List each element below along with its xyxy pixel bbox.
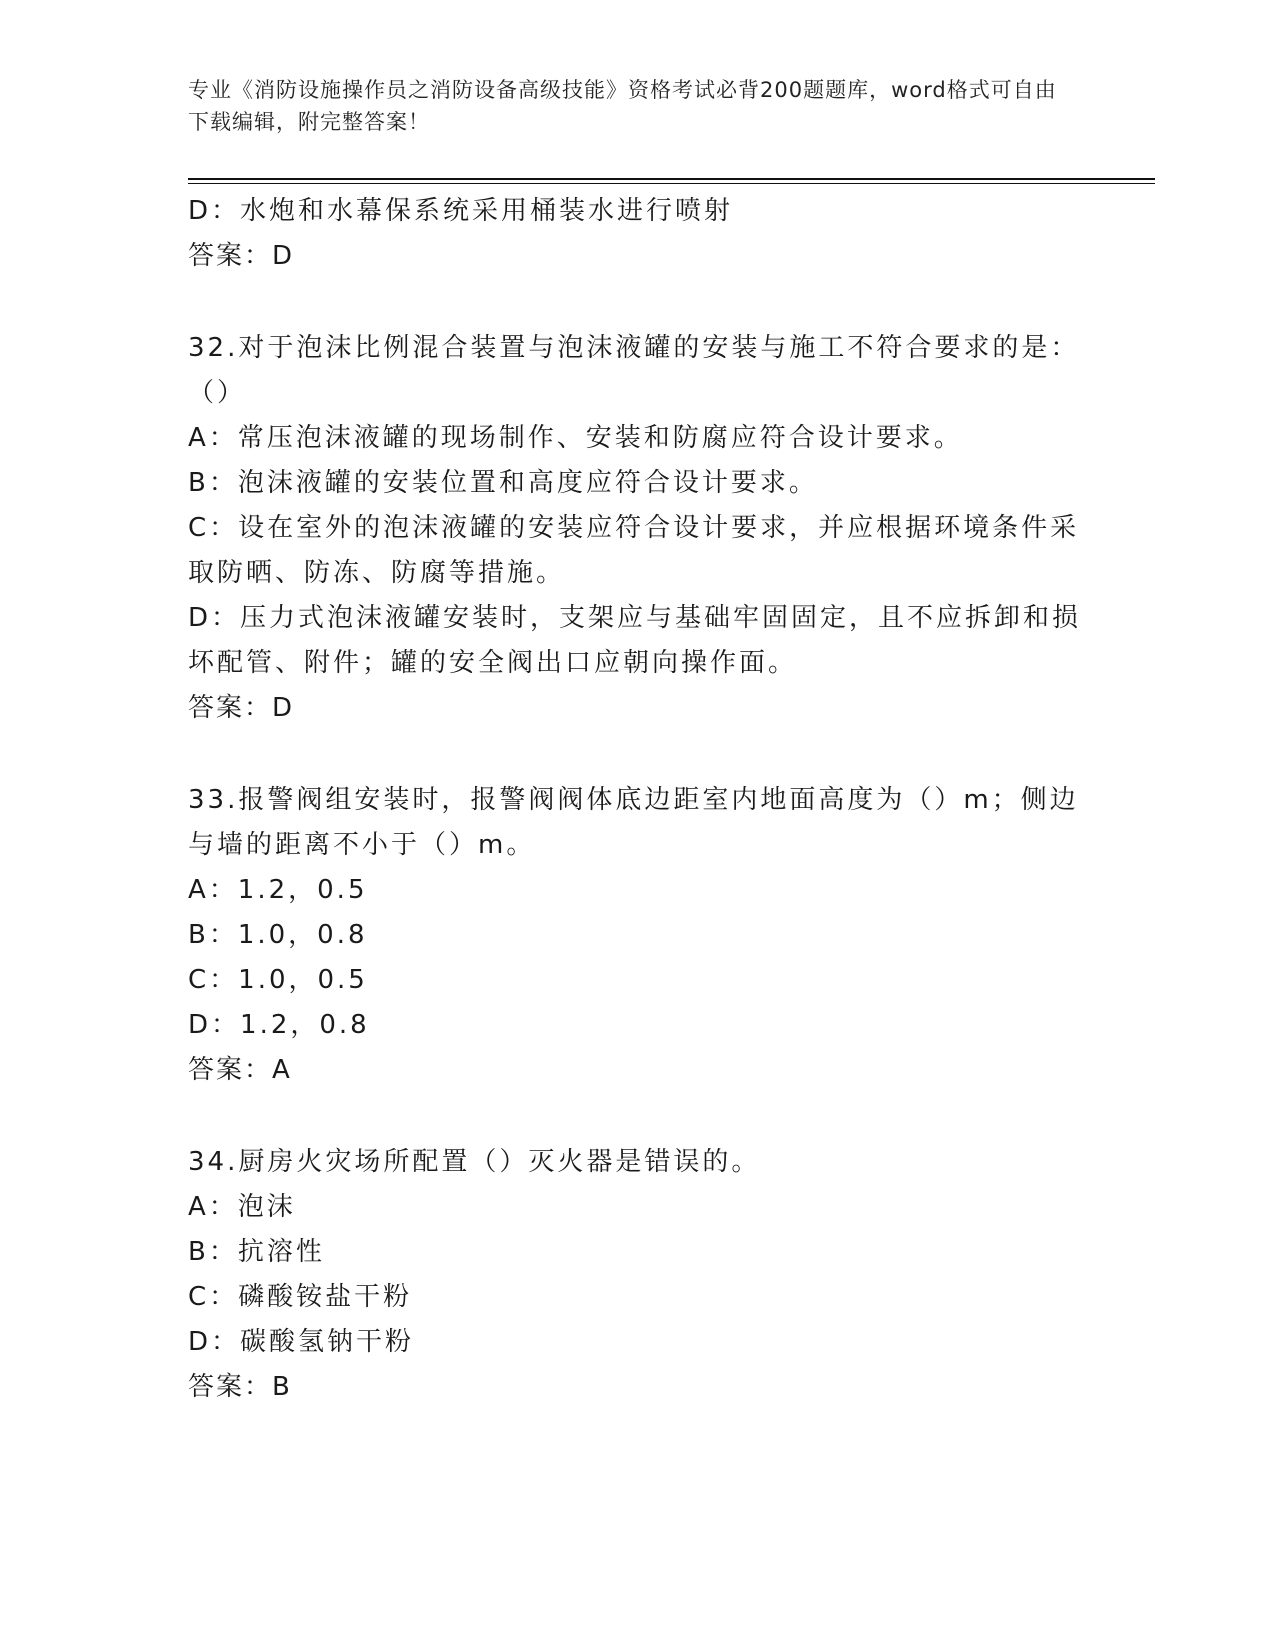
header-divider-thick bbox=[188, 178, 1155, 180]
answer-line bbox=[188, 1048, 1088, 1093]
option-d: D：压力式泡沫液罐安装时，支架应与基础牢固固定，且不应拆卸和损 bbox=[188, 603, 1082, 633]
option-c: C：1.0，0.5 bbox=[188, 965, 368, 995]
option-a: A：泡沫 bbox=[188, 1192, 296, 1222]
question-34 bbox=[188, 1140, 1088, 1410]
question-stem: 34.厨房火灾场所配置（）灭火器是错误的。 bbox=[188, 1147, 761, 1177]
spacer bbox=[188, 279, 1088, 326]
answer-label: 答案： bbox=[188, 1055, 273, 1085]
option-d: D：水炮和水幕保系统采用桶装水进行喷射 bbox=[188, 196, 734, 226]
answer-label: 答案： bbox=[188, 241, 273, 271]
option-d-continued: 坏配管、附件；罐的安全阀出口应朝向操作面。 bbox=[188, 648, 798, 678]
option-b: B：泡沫液罐的安装位置和高度应符合设计要求。 bbox=[188, 468, 818, 498]
option-b: B：抗溶性 bbox=[188, 1237, 325, 1267]
option-d: D：碳酸氢钠干粉 bbox=[188, 1327, 415, 1357]
question-stem: 32.对于泡沫比例混合装置与泡沫液罐的安装与施工不符合要求的是： bbox=[188, 333, 1080, 363]
answer-value: D bbox=[272, 693, 295, 723]
answer-value: D bbox=[272, 241, 295, 271]
option-b: B：1.0，0.8 bbox=[188, 920, 368, 950]
spacer bbox=[188, 1093, 1088, 1140]
option-a: A：常压泡沫液罐的现场制作、安装和防腐应符合设计要求。 bbox=[188, 423, 963, 453]
answer-label: 答案： bbox=[188, 1372, 273, 1402]
question-stem-continued: （） bbox=[188, 378, 247, 408]
question-stem-continued: 与墙的距离不小于（）m。 bbox=[188, 830, 536, 860]
answer-line bbox=[188, 1365, 1088, 1410]
answer-line bbox=[188, 686, 1088, 731]
question-list bbox=[188, 189, 1088, 1410]
answer-value: A bbox=[272, 1055, 292, 1085]
answer-value: B bbox=[272, 1372, 292, 1402]
option-d: D：1.2，0.8 bbox=[188, 1010, 370, 1040]
answer-label: 答案： bbox=[188, 693, 273, 723]
answer-line bbox=[188, 234, 1088, 279]
spacer bbox=[188, 731, 1088, 778]
document-header: 专业《消防设施操作员之消防设备高级技能》资格考试必背200题题库，word格式可自由下载编辑，附完整答案！ bbox=[188, 78, 1057, 134]
question-33 bbox=[188, 778, 1088, 1093]
option-a: A：1.2，0.5 bbox=[188, 875, 368, 905]
header-divider-thin bbox=[188, 183, 1155, 184]
option-c: C：磷酸铵盐干粉 bbox=[188, 1282, 413, 1312]
question-stem: 33.报警阀组安装时，报警阀阀体底边距室内地面高度为（）m；侧边 bbox=[188, 785, 1079, 815]
option-c: C：设在室外的泡沫液罐的安装应符合设计要求，并应根据环境条件采 bbox=[188, 513, 1080, 543]
question-32 bbox=[188, 326, 1088, 731]
option-c-continued: 取防晒、防冻、防腐等措施。 bbox=[188, 558, 566, 588]
